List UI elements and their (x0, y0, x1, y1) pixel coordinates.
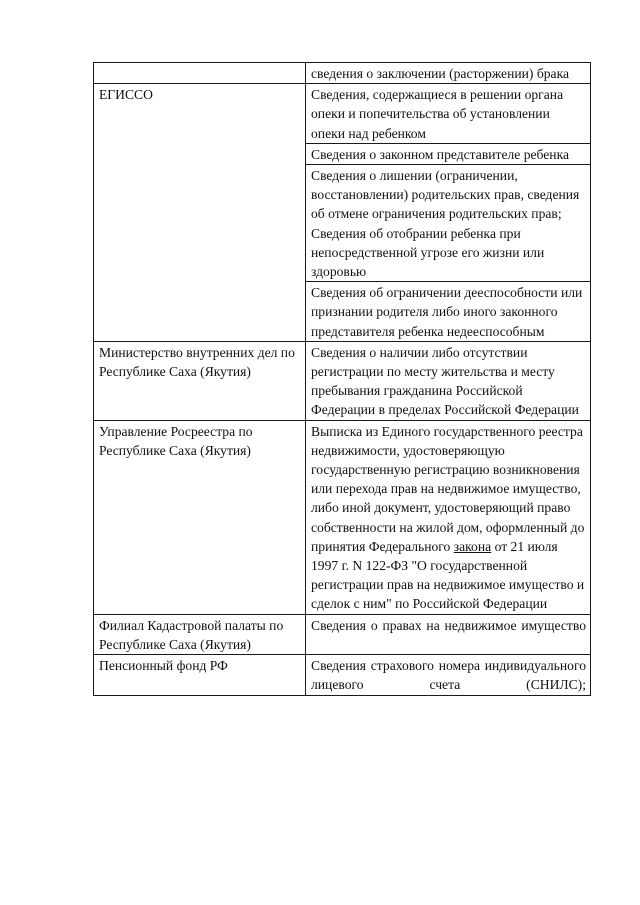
document-text: Выписка из Единого государственного реестра недвижимости, удостоверяющую государственную регистрацию возникновения или перехода прав на недвижимое имущество, либо иной документ, удостоверяющий право собственности на жилой дом, оформленный до принятия Федерального (311, 423, 585, 554)
document-cell (306, 165, 591, 282)
document-page (93, 62, 590, 696)
agency-cell: Филиал Кадастровой палаты по Республике Саха (Якутия) (94, 614, 306, 654)
document-cell: Сведения, содержащиеся в решении органа опеки и попечительства об установлении опеки над ребенком (306, 84, 591, 144)
table-row (94, 341, 591, 420)
document-cell: Сведения страхового номера индивидуального лицевого счета (СНИЛС); (306, 655, 591, 695)
table-row (94, 614, 591, 654)
table-row (94, 84, 591, 144)
agency-cell: Управление Росреестра по Республике Саха (Якутия) (94, 420, 306, 614)
agency-cell: ЕГИССО (94, 84, 306, 342)
document-cell: Сведения об ограничении дееспособности или признании родителя либо иного законного представителя ребенка недееспособным (306, 282, 591, 342)
document-cell (306, 420, 591, 614)
table-row (94, 420, 591, 614)
agency-cell: Пенсионный фонд РФ (94, 655, 306, 695)
table-row (94, 63, 591, 84)
document-paragraph: Сведения об отобрании ребенка при непосредственной угрозе его жизни или здоровью (311, 225, 545, 280)
law-link[interactable]: закона (453, 538, 492, 554)
documents-table (93, 62, 591, 696)
document-paragraph: Сведения о лишении (ограничении, восстановлении) родительских прав, сведения об отмене ограничения родительских прав; (311, 168, 580, 222)
agency-cell: Министерство внутренних дел по Республике Саха (Якутия) (94, 341, 306, 420)
document-text: от 21 июля 1997 г. N 122-ФЗ "О государственной регистрации прав на недвижимое имущество и сделок с ним" по Российской Федерации (311, 538, 585, 612)
table-row (94, 655, 591, 695)
document-cell: Сведения о наличии либо отсутствии регистрации по месту жительства и месту пребывания гражданина Российской Федерации в пределах Российской Федерации (306, 341, 591, 420)
agency-cell (94, 63, 306, 84)
document-cell: Сведения о правах на недвижимое имущество (306, 614, 591, 654)
document-cell: Сведения о законном представителе ребенка (306, 143, 591, 164)
document-cell: сведения о заключении (расторжении) брака (306, 63, 591, 84)
